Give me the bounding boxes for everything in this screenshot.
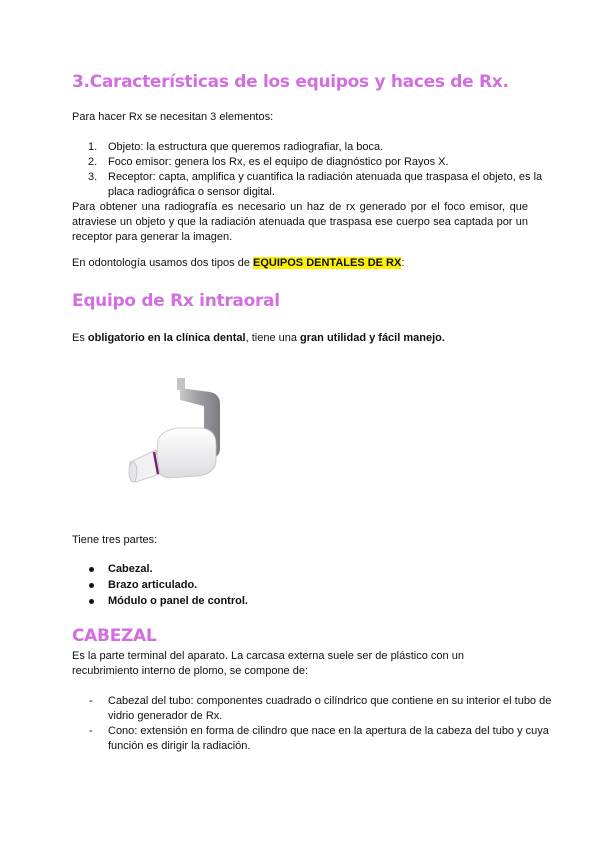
page-title: 3.Características de los equipos y haces de Rx. xyxy=(72,72,509,92)
section-heading-cabezal: CABEZAL xyxy=(72,626,157,646)
list-item: - Cabezal del tubo: componentes cuadrado o cilíndrico que contiene en su interior el tubo de vidrio generador de Rx. xyxy=(108,694,564,724)
list-item: 3. Receptor: capta, amplifica y cuantifica la radiación atenuada que traspasa el objeto, es la placa radiográfica o sensor digital. xyxy=(88,171,543,198)
rx-paragraph: Para obtener una radiografía es necesario un haz de rx generado por el foco emisor, que atraviese un objeto y que la radiación atenuada que traspasa ese cuerpo sea captada por un receptor para generar la imagen. xyxy=(72,201,528,243)
highlight-equipos: EQUIPOS DENTALES DE RX xyxy=(253,257,402,269)
list-item: 1. Objeto: la estructura que queremos radiografiar, la boca. xyxy=(88,141,384,153)
intro-text: Para hacer Rx se necesitan 3 elementos: xyxy=(72,111,274,123)
list-item: Cabezal. xyxy=(108,561,248,577)
odonto-text: En odontología usamos dos tipos de EQUIPOS DENTALES DE RX: xyxy=(72,257,405,269)
list-item: Brazo articulado. xyxy=(108,577,248,593)
section-heading-intraoral: Equipo de Rx intraoral xyxy=(72,291,280,311)
list-item: Módulo o panel de control. xyxy=(108,595,248,607)
intraoral-desc: Es obligatorio en la clínica dental, tiene una gran utilidad y fácil manejo. xyxy=(72,332,445,344)
cabezal-desc: Es la parte terminal del aparato. La carcasa externa suele ser de plástico con un recubrimiento interno de plomo, se compone de: xyxy=(72,650,464,677)
elements-list xyxy=(72,140,564,200)
list-item: - Cono: extensión en forma de cilindro que nace en la apertura de la cabeza del tubo y cuya función es dirigir la radiación. xyxy=(108,724,564,754)
parts-intro: Tiene tres partes: xyxy=(72,534,158,546)
parts-list xyxy=(72,561,248,609)
list-item: 2. Foco emisor: genera los Rx, es el equipo de diagnóstico por Rayos X. xyxy=(88,156,449,168)
xray-device-image xyxy=(128,370,248,520)
cabezal-items xyxy=(72,694,564,754)
